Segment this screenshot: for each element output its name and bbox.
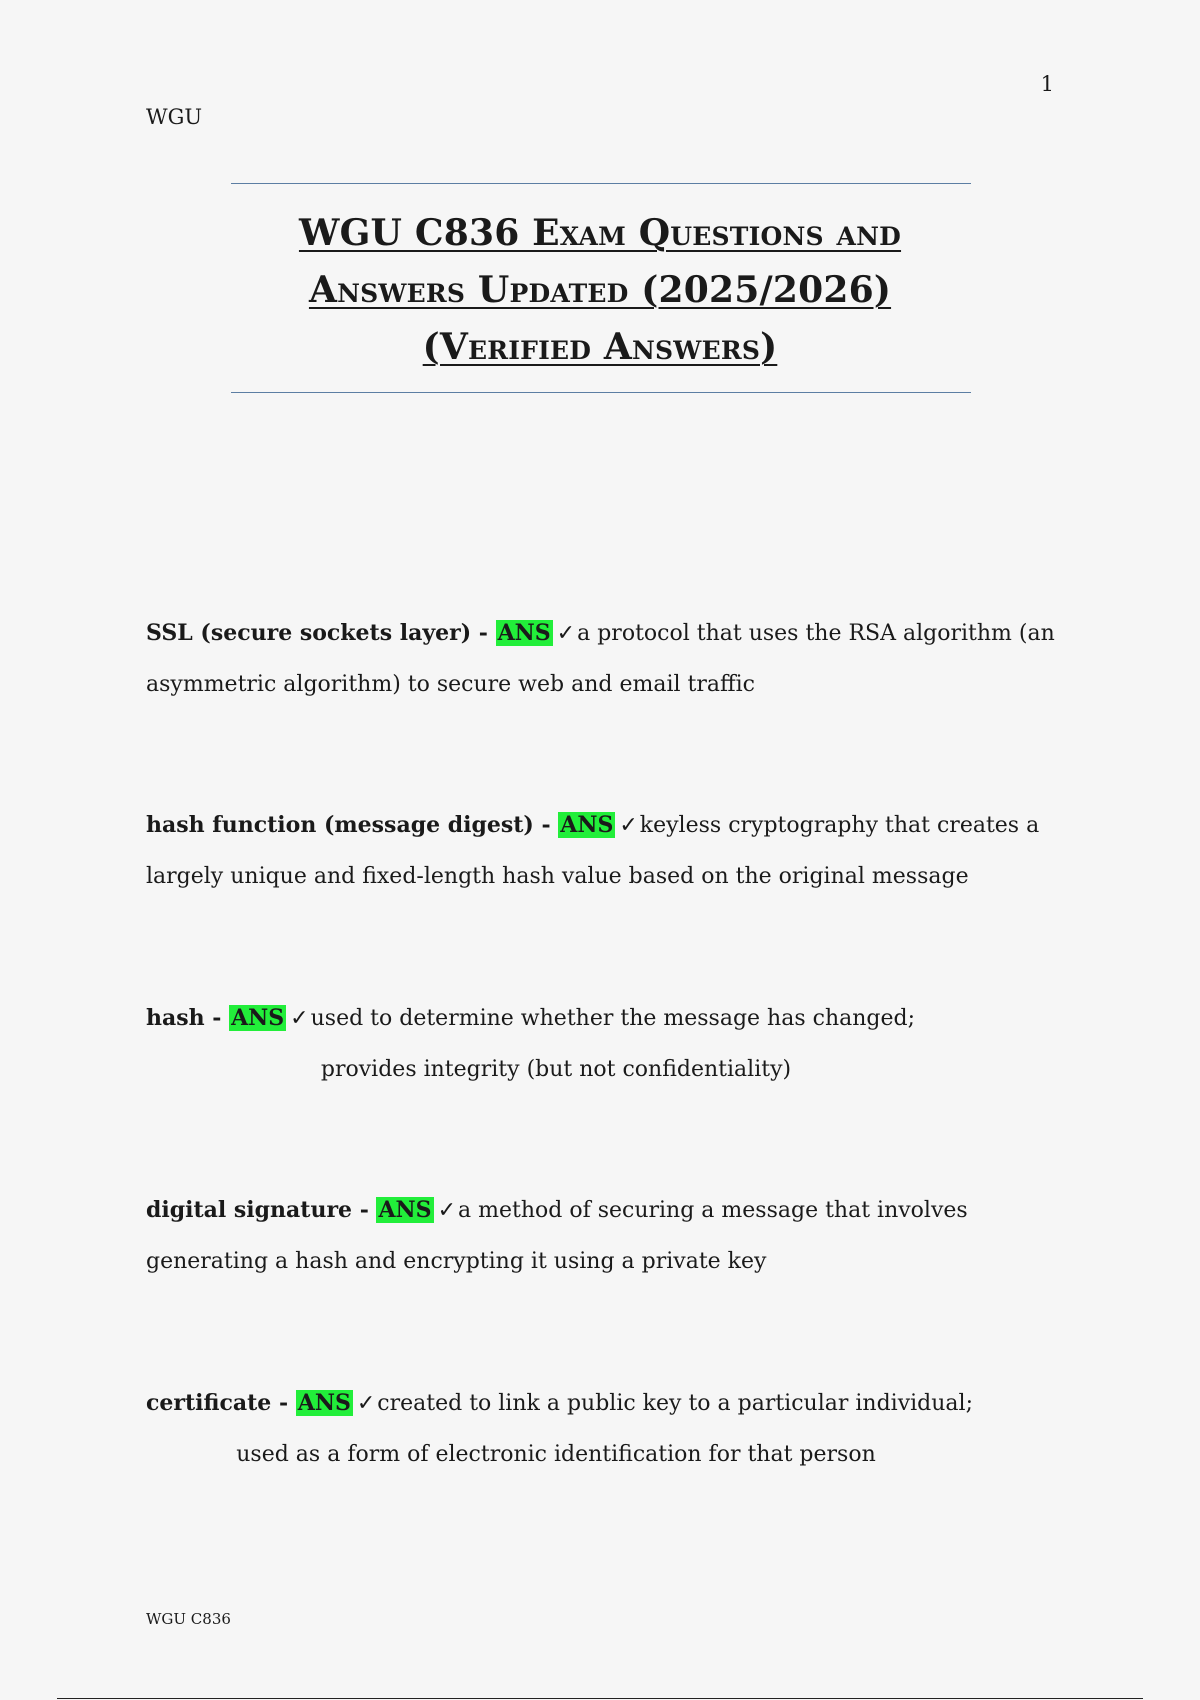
- qa-answer-line-2: generating a hash and encrypting it using a private key: [146, 1249, 767, 1274]
- qa-item-hash: [146, 1005, 1066, 1082]
- qa-term: hash function (message digest) -: [146, 812, 559, 838]
- title-rule-top: [231, 183, 971, 184]
- qa-term: digital signature -: [146, 1197, 377, 1223]
- qa-answer-line-1: a method of securing a message that involves: [458, 1198, 968, 1223]
- ans-badge: ANS: [560, 812, 614, 838]
- qa-answer-line-1: a protocol that uses the RSA algorithm (an: [577, 621, 1055, 646]
- qa-term: certificate -: [146, 1390, 296, 1416]
- ans-badge: ANS: [497, 620, 551, 646]
- ans-badge: ANS: [231, 1005, 285, 1031]
- qa-term: SSL (secure sockets layer) -: [146, 620, 496, 646]
- qa-answer-line-2: largely unique and fixed-length hash value based on the original message: [146, 864, 969, 889]
- qa-answer-line-2: used as a form of electronic identification for that person: [236, 1442, 876, 1467]
- title-line-3: (Verified Answers): [422, 326, 778, 368]
- qa-term: hash -: [146, 1005, 230, 1031]
- qa-item-certificate: [146, 1390, 1066, 1467]
- check-icon: ✓: [356, 1391, 376, 1416]
- page-number: 1: [1040, 72, 1054, 96]
- qa-answer-line-2: provides integrity (but not confidentiality): [320, 1057, 792, 1082]
- footer-rule: [57, 1698, 1143, 1699]
- title-rule-bottom: [231, 392, 971, 393]
- check-icon: ✓: [556, 621, 576, 646]
- qa-answer-line-2: asymmetric algorithm) to secure web and email traffic: [146, 672, 755, 697]
- title-line-2: Answers Updated (2025/2026): [308, 269, 892, 311]
- ans-badge: ANS: [378, 1197, 432, 1223]
- ans-badge: ANS: [297, 1390, 351, 1416]
- title-line-1: WGU C836 Exam Questions and: [298, 212, 902, 254]
- header-label: WGU: [146, 105, 203, 129]
- check-icon: ✓: [619, 813, 638, 838]
- qa-item-hash-function: [146, 812, 1066, 889]
- qa-answer-line-1: used to determine whether the message has changed;: [310, 1006, 915, 1031]
- qa-answer-line-1: created to link a public key to a particular individual;: [377, 1391, 973, 1416]
- check-icon: ✓: [290, 1006, 309, 1031]
- check-icon: ✓: [437, 1198, 456, 1223]
- qa-item-ssl: [146, 620, 1066, 697]
- qa-answer-line-1: keyless cryptography that creates a: [639, 813, 1040, 838]
- qa-item-digital-signature: [146, 1197, 1066, 1274]
- document-title: [180, 205, 1020, 376]
- footer-label: WGU C836: [146, 1610, 231, 1628]
